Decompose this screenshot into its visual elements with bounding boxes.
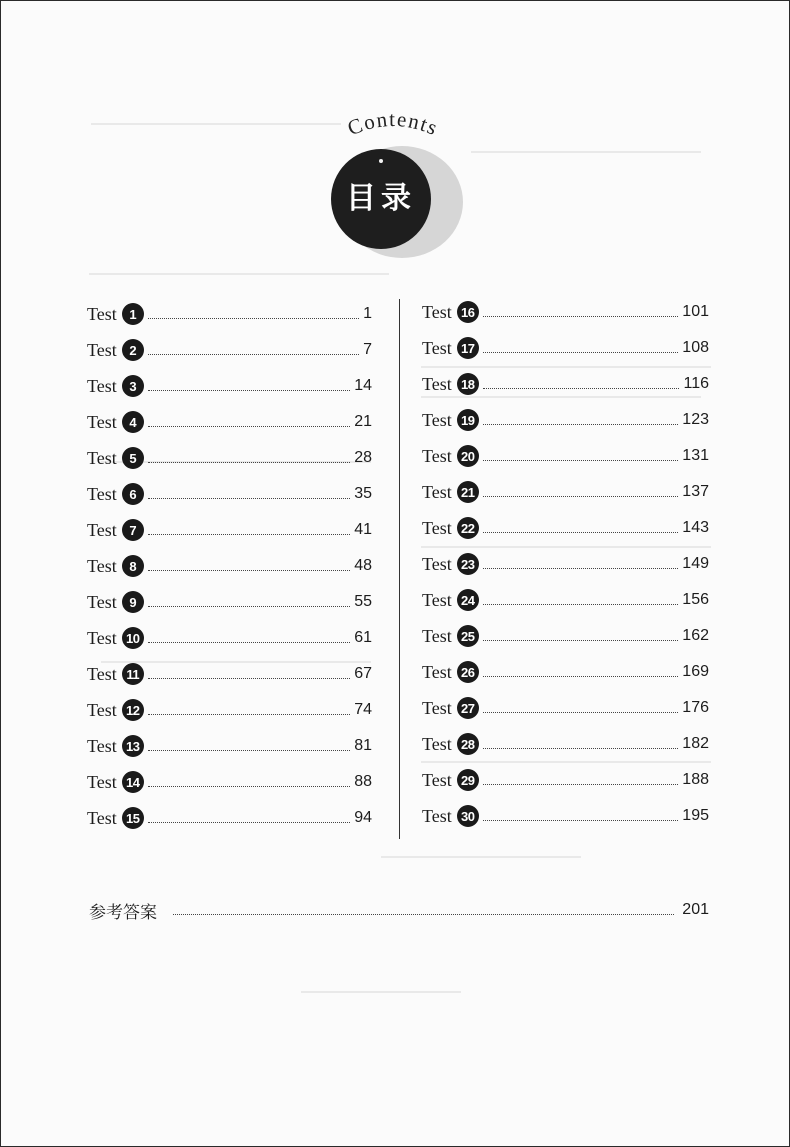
toc-entry-label: Test (87, 483, 117, 504)
toc-entry-label: Test (422, 481, 452, 502)
dot-leader (148, 786, 350, 787)
toc-entry-answers[interactable] (89, 898, 709, 922)
toc-entry-test-22[interactable] (422, 516, 709, 540)
toc-entry-test-21[interactable] (422, 480, 709, 504)
toc-page-number: 21 (354, 413, 372, 430)
test-number-badge: 28 (457, 733, 479, 755)
toc-entry-test-11[interactable] (87, 662, 372, 686)
test-number-badge: 14 (122, 771, 144, 793)
column-divider (399, 299, 400, 839)
toc-entry-test-12[interactable] (87, 698, 372, 722)
toc-page-number: 108 (682, 339, 709, 356)
dot-leader (148, 678, 350, 679)
toc-entry-label: Test (87, 339, 117, 360)
test-number-badge: 24 (457, 589, 479, 611)
dot-leader (148, 714, 350, 715)
dot-leader (173, 914, 674, 915)
toc-page-number: 131 (682, 447, 709, 464)
toc-page-number: 149 (682, 555, 709, 572)
test-number-badge: 17 (457, 337, 479, 359)
toc-entry-label: Test (422, 661, 452, 682)
toc-entry-test-28[interactable] (422, 732, 709, 756)
toc-entry-label: Test (87, 411, 117, 432)
dot-leader (148, 354, 359, 355)
toc-page-number: 48 (354, 557, 372, 574)
toc-page-number: 169 (682, 663, 709, 680)
toc-entry-test-24[interactable] (422, 588, 709, 612)
dot-leader (483, 604, 679, 605)
dot-leader (148, 822, 350, 823)
dot-leader (483, 712, 679, 713)
toc-entry-test-23[interactable] (422, 552, 709, 576)
toc-page-number: 28 (354, 449, 372, 466)
toc-page-number: 61 (354, 629, 372, 646)
toc-entry-test-13[interactable] (87, 734, 372, 758)
toc-entry-test-19[interactable] (422, 408, 709, 432)
test-number-badge: 16 (457, 301, 479, 323)
test-number-badge: 21 (457, 481, 479, 503)
dot-leader (148, 750, 350, 751)
toc-page-number: 162 (682, 627, 709, 644)
toc-page-number: 195 (682, 807, 709, 824)
toc-page-number: 94 (354, 809, 372, 826)
dot-leader (483, 460, 679, 461)
toc-page-number: 176 (682, 699, 709, 716)
toc-entry-test-7[interactable] (87, 518, 372, 542)
dot-leader (483, 388, 680, 389)
toc-entry-label: Test (422, 625, 452, 646)
toc-entry-test-14[interactable] (87, 770, 372, 794)
toc-entry-label: Test (87, 555, 117, 576)
toc-page-number: 81 (354, 737, 372, 754)
test-number-badge: 12 (122, 699, 144, 721)
toc-entry-label: Test (422, 697, 452, 718)
test-number-badge: 5 (122, 447, 144, 469)
toc-entry-test-25[interactable] (422, 624, 709, 648)
toc-page-number: 116 (683, 375, 709, 392)
toc-page-number: 35 (354, 485, 372, 502)
dot-leader (148, 498, 350, 499)
dot-leader (148, 606, 350, 607)
test-number-badge: 22 (457, 517, 479, 539)
dot-leader (483, 676, 679, 677)
toc-page-number: 182 (682, 735, 709, 752)
test-number-badge: 4 (122, 411, 144, 433)
test-number-badge: 9 (122, 591, 144, 613)
test-number-badge: 18 (457, 373, 479, 395)
toc-page-number: 137 (682, 483, 709, 500)
toc-entry-label: Test (422, 553, 452, 574)
test-number-badge: 13 (122, 735, 144, 757)
toc-entry-test-18[interactable] (422, 372, 709, 396)
toc-entry-label: Test (87, 663, 117, 684)
toc-entry-test-1[interactable] (87, 302, 372, 326)
toc-entry-test-4[interactable] (87, 410, 372, 434)
toc-page-number: 101 (682, 303, 709, 320)
toc-entry-label: Test (87, 807, 117, 828)
toc-entry-test-5[interactable] (87, 446, 372, 470)
toc-entry-test-3[interactable] (87, 374, 372, 398)
toc-entry-label: Test (422, 589, 452, 610)
toc-entry-test-10[interactable] (87, 626, 372, 650)
toc-page-number: 41 (354, 521, 372, 538)
toc-entry-label: Test (422, 301, 452, 322)
toc-page-number: 14 (354, 377, 372, 394)
toc-page-number: 156 (682, 591, 709, 608)
test-number-badge: 8 (122, 555, 144, 577)
toc-page-number: 55 (354, 593, 372, 610)
toc-entry-test-6[interactable] (87, 482, 372, 506)
toc-entry-label: Test (422, 733, 452, 754)
toc-entry-label: Test (87, 303, 117, 324)
toc-entry-test-17[interactable] (422, 336, 709, 360)
toc-page-number: 74 (354, 701, 372, 718)
dot-leader (148, 426, 350, 427)
toc-entry-label: Test (87, 375, 117, 396)
test-number-badge: 15 (122, 807, 144, 829)
toc-entry-label: Test (422, 769, 452, 790)
page-title: 目录 (346, 181, 416, 216)
toc-page-number: 201 (682, 901, 709, 918)
toc-entry-label: Test (422, 373, 452, 394)
test-number-badge: 20 (457, 445, 479, 467)
dot-leader (148, 534, 350, 535)
test-number-badge: 29 (457, 769, 479, 791)
toc-entry-label: Test (422, 517, 452, 538)
toc-entry-label: Test (87, 771, 117, 792)
toc-entry-test-30[interactable] (422, 804, 709, 828)
dot-leader (483, 568, 679, 569)
dot-leader (483, 640, 679, 641)
toc-entry-test-20[interactable] (422, 444, 709, 468)
dot-leader (148, 570, 350, 571)
dot-leader (148, 318, 359, 319)
toc-entry-label: Test (422, 409, 452, 430)
test-number-badge: 19 (457, 409, 479, 431)
toc-entry-test-2[interactable] (87, 338, 372, 362)
toc-entry-test-27[interactable] (422, 696, 709, 720)
dot-leader (483, 748, 679, 749)
toc-entry-label: Test (87, 591, 117, 612)
dot-leader (483, 316, 679, 317)
test-number-badge: 23 (457, 553, 479, 575)
toc-page-number: 7 (363, 341, 372, 358)
dot-leader (483, 532, 679, 533)
test-number-badge: 7 (122, 519, 144, 541)
test-number-badge: 25 (457, 625, 479, 647)
toc-entry-test-9[interactable] (87, 590, 372, 614)
toc-entry-label: Test (87, 519, 117, 540)
dot-leader (483, 784, 679, 785)
arc-title-text: Contents (344, 109, 443, 141)
toc-entry-label: Test (87, 699, 117, 720)
dot-leader (148, 642, 350, 643)
test-number-badge: 26 (457, 661, 479, 683)
toc-entry-test-29[interactable] (422, 768, 709, 792)
dot-leader (483, 820, 679, 821)
test-number-badge: 6 (122, 483, 144, 505)
toc-entry-label: Test (87, 735, 117, 756)
dot-leader (483, 496, 679, 497)
dot-leader (483, 352, 679, 353)
test-number-badge: 11 (122, 663, 144, 685)
dot-leader (148, 390, 350, 391)
dot-leader (483, 424, 679, 425)
test-number-badge: 30 (457, 805, 479, 827)
toc-entry-label: Test (422, 445, 452, 466)
dot-leader (148, 462, 350, 463)
toc-page-number: 188 (682, 771, 709, 788)
toc-entry-label: Test (422, 805, 452, 826)
toc-entry-test-8[interactable] (87, 554, 372, 578)
toc-page-number: 67 (354, 665, 372, 682)
test-number-badge: 1 (122, 303, 144, 325)
toc-entry-test-26[interactable] (422, 660, 709, 684)
test-number-badge: 3 (122, 375, 144, 397)
answers-label: 参考答案 (89, 902, 157, 923)
toc-entry-label: Test (87, 627, 117, 648)
toc-page-number: 143 (682, 519, 709, 536)
toc-entry-label: Test (87, 447, 117, 468)
toc-page-number: 123 (682, 411, 709, 428)
test-number-badge: 27 (457, 697, 479, 719)
toc-entry-label: Test (422, 337, 452, 358)
test-number-badge: 2 (122, 339, 144, 361)
toc-entry-test-15[interactable] (87, 806, 372, 830)
toc-page-number: 88 (354, 773, 372, 790)
toc-page-number: 1 (363, 305, 372, 322)
toc-entry-test-16[interactable] (422, 300, 709, 324)
svg-text:Contents (344, 109, 442, 140)
test-number-badge: 10 (122, 627, 144, 649)
